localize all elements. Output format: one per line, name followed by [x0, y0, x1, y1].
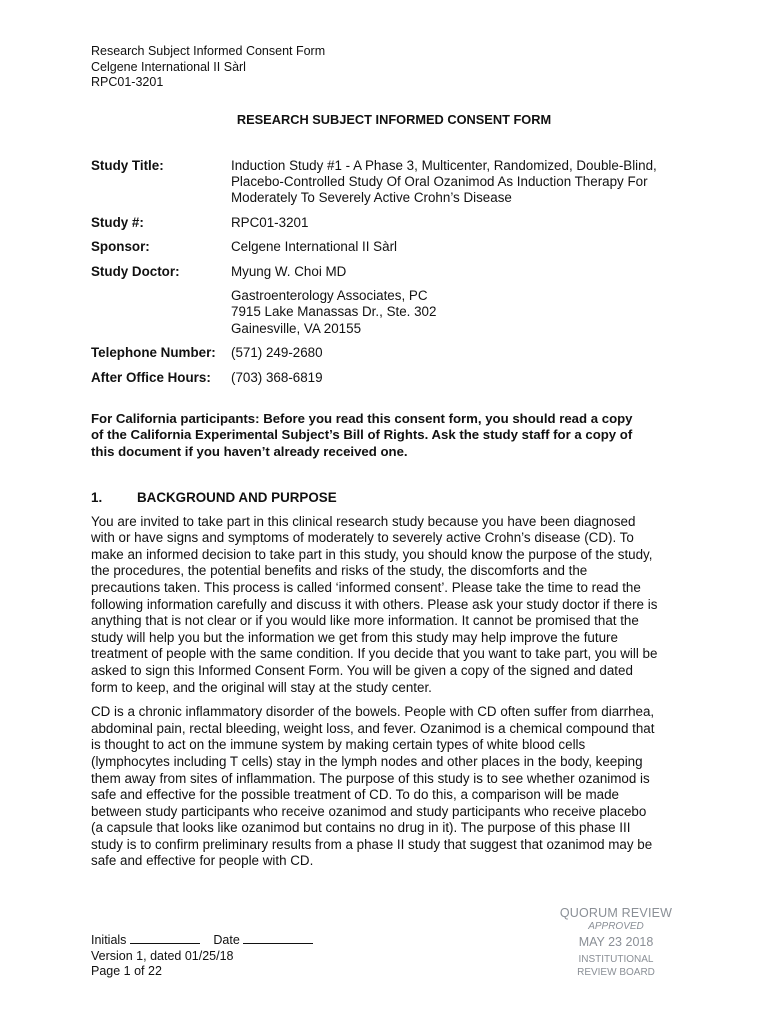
study-doctor-value: Myung W. Choi MD	[231, 263, 347, 279]
page-footer	[91, 933, 313, 980]
paragraph-line: make an informed decision to take part in this study, you should know the purpose of the study,	[91, 546, 653, 562]
section-number: 1.	[91, 490, 103, 506]
paragraph-line: safe and effective for people with CD.	[91, 853, 314, 869]
document-title: RESEARCH SUBJECT INFORMED CONSENT FORM	[236, 111, 552, 127]
notice-line: For California participants: Before you read this consent form, you should read a copy	[91, 410, 633, 426]
sponsor-value: Celgene International II Sàrl	[231, 239, 397, 255]
after-hours-row	[91, 370, 681, 386]
paragraph-line: is thought to act on the immune system by making certain types of white blood cells	[91, 737, 586, 753]
irb-approval-stamp	[556, 906, 676, 979]
background-paragraph-2	[91, 704, 681, 870]
study-title-value	[231, 158, 681, 207]
header-protocol: RPC01-3201	[91, 75, 164, 89]
paragraph-line: abdominal pain, rectal bleeding, weight loss, and fever. Ozanimod is a chemical compound that	[91, 720, 655, 736]
date-label: Date	[213, 933, 240, 947]
stamp-title: QUORUM REVIEW	[559, 906, 673, 920]
background-paragraph-1	[91, 514, 681, 697]
paragraph-line: (a capsule that looks like ozanimod but contains no drug in it). The purpose of this phase III	[91, 820, 631, 836]
initials-date-row	[91, 933, 313, 949]
paragraph-line: the procedures, the potential benefits and risks of the study, the discomforts and the	[91, 563, 588, 579]
california-notice	[91, 411, 681, 460]
paragraph-line: safe and effective for the possible treatment of CD. To do this, a comparison will be made	[91, 787, 619, 803]
study-title-label: Study Title:	[91, 157, 164, 173]
address-line: Gastroenterology Associates, PC	[231, 287, 428, 303]
initials-blank-line	[130, 933, 200, 944]
page-number: Page 1 of 22	[91, 964, 162, 978]
stamp-review-board: REVIEW BOARD	[577, 967, 655, 978]
telephone-label: Telephone Number:	[91, 345, 216, 361]
study-title-line: Placebo-Controlled Study Of Oral Ozanimod As Induction Therapy For	[231, 173, 648, 189]
paragraph-line: study will help you but the information we get from this study may help improve the future	[91, 629, 618, 645]
paragraph-line: asked to sign this Informed Consent Form. You will be given a copy of the signed and dated	[91, 662, 633, 678]
after-hours-value: (703) 368-6819	[231, 369, 323, 385]
study-number-label: Study #:	[91, 214, 144, 230]
study-doctor-label: Study Doctor:	[91, 263, 180, 279]
paragraph-line: study is to confirm preliminary results from a phase II study that suggest that ozanimod may be	[91, 836, 653, 852]
address-line: 7915 Lake Manassas Dr., Ste. 302	[231, 304, 437, 320]
document-page	[91, 44, 681, 870]
paragraph-line: anything that is not clear or if you would like more information. It cannot be promised that the	[91, 613, 639, 629]
paragraph-line: (lymphocytes including T cells) stay in the lymph nodes and other places in the body, keeping	[91, 753, 643, 769]
initials-label: Initials	[91, 933, 127, 947]
sponsor-label: Sponsor:	[91, 239, 150, 255]
stamp-institutional: INSTITUTIONAL	[578, 954, 654, 965]
study-title-line: Induction Study #1 - A Phase 3, Multicenter, Randomized, Double-Blind,	[231, 157, 657, 173]
sponsor-row	[91, 239, 681, 255]
study-title-row	[91, 158, 681, 207]
running-header	[91, 44, 681, 91]
study-title-line: Moderately To Severely Active Crohn’s Disease	[231, 190, 512, 206]
section-heading	[91, 490, 681, 506]
paragraph-line: form to keep, and the original will stay at the study center.	[91, 679, 432, 695]
telephone-row	[91, 345, 681, 361]
telephone-value: (571) 249-2680	[231, 345, 323, 361]
notice-line: of the California Experimental Subject’s Bill of Rights. Ask the study staff for a copy of	[91, 427, 633, 443]
stamp-approved: APPROVED	[588, 921, 644, 932]
study-doctor-row	[91, 264, 681, 280]
date-blank-line	[243, 933, 313, 944]
study-number-value: RPC01-3201	[231, 214, 309, 230]
section-title: BACKGROUND AND PURPOSE	[137, 490, 337, 506]
header-form-name: Research Subject Informed Consent Form	[91, 44, 326, 58]
after-hours-label: After Office Hours:	[91, 369, 211, 385]
header-sponsor: Celgene International II Sàrl	[91, 59, 246, 74]
doctor-address	[231, 288, 681, 337]
paragraph-line: between study participants who receive ozanimod and study participants who receive placebo	[91, 803, 647, 819]
paragraph-line: precautions taken. This process is called ‘informed consent’. Please take the time to read the	[91, 579, 641, 595]
notice-line: this document if you haven’t already received one.	[91, 443, 408, 459]
version-text: Version 1, dated 01/25/18	[91, 948, 234, 963]
paragraph-line: You are invited to take part in this clinical research study because you have been diagnosed	[91, 513, 636, 529]
address-line: Gainesville, VA 20155	[231, 320, 362, 336]
paragraph-line: with or have signs and symptoms of moderately to severely active Crohn’s disease (CD). To	[91, 530, 634, 546]
paragraph-line: CD is a chronic inflammatory disorder of the bowels. People with CD often suffer from diarrhea,	[91, 704, 655, 720]
paragraph-line: following information carefully and discuss it with others. Please ask your study doctor if there is	[91, 596, 658, 612]
study-number-row	[91, 215, 681, 231]
paragraph-line: treatment of people with the same condition. If you decide that you want to take part, you will be	[91, 646, 658, 662]
study-info-block	[91, 158, 681, 386]
paragraph-line: them away from sites of inflammation. The purpose of this study is to see whether ozanimod is	[91, 770, 650, 786]
stamp-date: MAY 23 2018	[578, 935, 654, 949]
